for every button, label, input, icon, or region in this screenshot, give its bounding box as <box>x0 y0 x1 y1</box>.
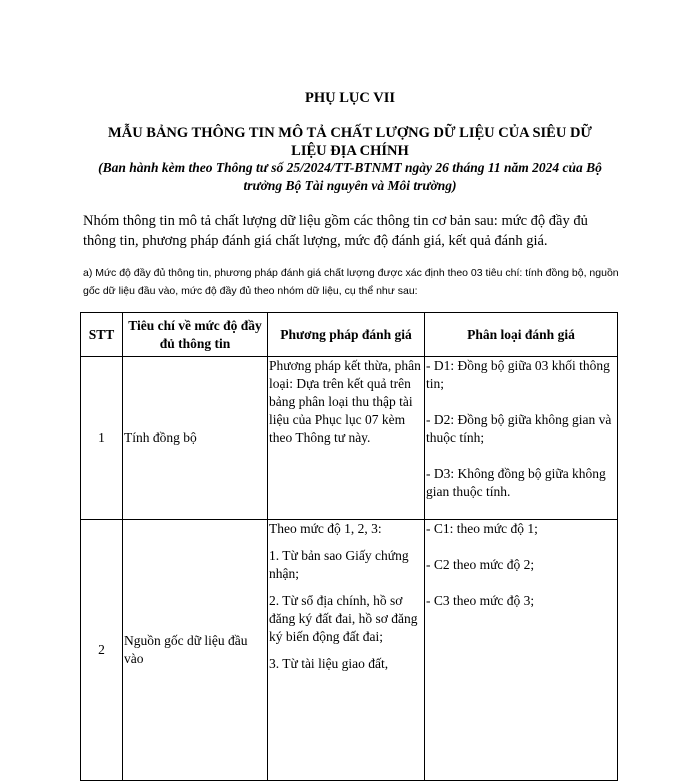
header-criteria: Tiêu chí về mức độ đầy đủ thông tin <box>123 313 268 357</box>
table-row <box>81 357 618 520</box>
appendix-heading: PHỤ LỤC VII <box>305 90 395 106</box>
row-criteria: Nguồn gốc dữ liệu đầu vào <box>123 520 268 781</box>
method-line: 2. Từ sổ địa chính, hồ sơ đăng ký đất đai, hồ sơ đăng ký biến động đất đai; <box>269 593 418 644</box>
document-title: MẪU BẢNG THÔNG TIN MÔ TẢ CHẤT LƯỢNG DỮ LIỆU CỦA SIÊU DỮ LIỆU ĐỊA CHÍNH <box>108 125 592 159</box>
intro-paragraph: Nhóm thông tin mô tả chất lượng dữ liệu gồm các thông tin cơ bản sau: mức độ đầy đủ thông tin, phương pháp đánh giá chất lượng, mức độ đánh giá, kết quả đánh giá. <box>83 213 588 249</box>
method-line: 1. Từ bản sao Giấy chứng nhận; <box>269 548 409 581</box>
header-stt: STT <box>81 313 123 357</box>
classification-line: - D2: Đồng bộ giữa không gian và thuộc tính; <box>426 412 612 445</box>
row-stt: 2 <box>81 520 123 781</box>
document-subtitle: (Ban hành kèm theo Thông tư số 25/2024/TT-BTNMT ngày 26 tháng 11 năm 2024 của Bộ trưởng Bộ Tài nguyên và Môi trường) <box>98 160 602 193</box>
criteria-note: a) Mức độ đầy đủ thông tin, phương pháp đánh giá chất lượng được xác định theo 03 tiêu chí: tính đồng bộ, nguồn gốc dữ liệu đầu vào, mức độ đầy đủ theo nhóm dữ liệu, cụ thể như sau: <box>83 267 619 297</box>
header-method: Phương pháp đánh giá <box>268 313 425 357</box>
classification-line: - C2 theo mức độ 2; <box>426 557 535 572</box>
method-line: Phương pháp kết thừa, phân loại: Dựa trên kết quả trên bảng phân loại thu thập tài liệu của Phục lục 07 kèm theo Thông tư này. <box>269 358 421 445</box>
row-criteria: Tính đồng bộ <box>123 357 268 520</box>
header-classification: Phân loại đánh giá <box>425 313 618 357</box>
table-row <box>81 520 618 781</box>
classification-line: - D3: Không đồng bộ giữa không gian thuộc tính. <box>426 466 606 499</box>
row-stt: 1 <box>81 357 123 520</box>
row-classification <box>425 357 618 520</box>
row-method <box>268 357 425 520</box>
classification-line: - D1: Đồng bộ giữa 03 khối thông tin; <box>426 358 610 391</box>
method-line: Theo mức độ 1, 2, 3: <box>269 521 382 536</box>
classification-line: - C3 theo mức độ 3; <box>426 593 535 608</box>
method-line: 3. Từ tài liệu giao đất, <box>269 656 389 671</box>
row-classification <box>425 520 618 781</box>
quality-table <box>80 312 618 781</box>
classification-line: - C1: theo mức độ 1; <box>426 521 538 536</box>
row-method <box>268 520 425 781</box>
table-header-row <box>81 313 618 357</box>
